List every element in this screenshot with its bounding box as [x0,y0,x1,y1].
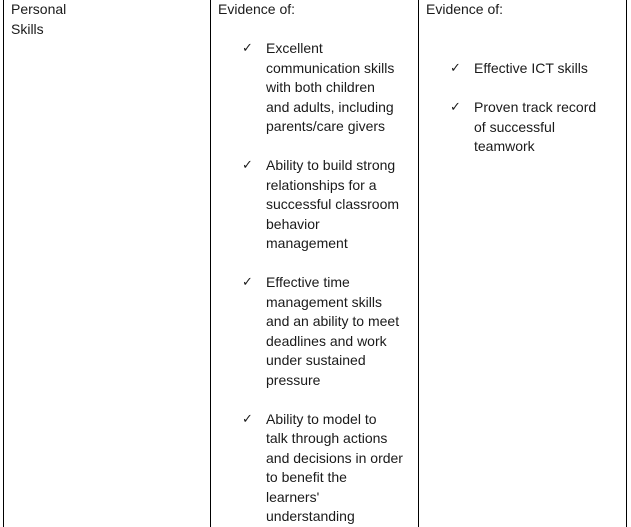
column-heading-essential: Evidence of: [218,1,296,17]
row-label [11,0,66,39]
item-line: Effective ICT skills [474,60,588,76]
item-line: talk through actions [266,430,388,446]
item-line: parents/care givers [266,118,386,134]
item-line: Ability to model to [266,410,377,427]
list-item [242,39,403,137]
row-label-line: Skills [11,20,44,37]
list-item [450,59,596,79]
evidence-list-desirable [450,59,596,157]
item-line: behavior [266,215,320,232]
checkmark-icon: ✓ [242,411,253,427]
checkmark-icon: ✓ [242,275,253,290]
item-line: under sustained [266,352,366,368]
item-line: Excellent [266,40,323,56]
list-item [242,273,403,390]
table-border-right [626,0,627,527]
item-line: learners' [266,488,320,505]
item-line: of successful [474,118,555,135]
item-line: relationships for a [266,176,377,193]
column-heading-desirable: Evidence of: [426,1,504,17]
list-item [450,98,596,157]
item-line: with both children [266,79,375,95]
item-line: to benefit the [266,469,347,485]
column-divider-2 [418,0,419,527]
checkmark-icon: ✓ [242,158,253,173]
item-line: communication skills [266,59,395,76]
item-line: Proven track record [474,99,597,115]
item-line: Effective time [266,274,350,290]
item-line: pressure [266,371,321,388]
row-label-line: Personal [11,1,67,17]
item-line: successful classroom [266,196,400,212]
item-line: management [266,235,348,251]
table-border-left [3,0,4,527]
item-line: and decisions in order [266,449,403,466]
checkmark-icon: ✓ [450,61,461,76]
evidence-list-essential [242,39,403,527]
item-line: and an ability to meet [266,313,400,329]
checkmark-icon: ✓ [242,41,253,56]
item-line: Ability to build strong [266,157,396,173]
item-line: deadlines and work [266,332,387,349]
list-item [242,156,403,254]
list-item [242,410,403,527]
column-divider-1 [210,0,211,527]
item-line: management skills [266,293,382,310]
item-line: understanding [266,508,355,524]
item-line: and adults, including [266,98,394,115]
item-line: teamwork [474,138,535,154]
checkmark-icon: ✓ [450,100,461,115]
